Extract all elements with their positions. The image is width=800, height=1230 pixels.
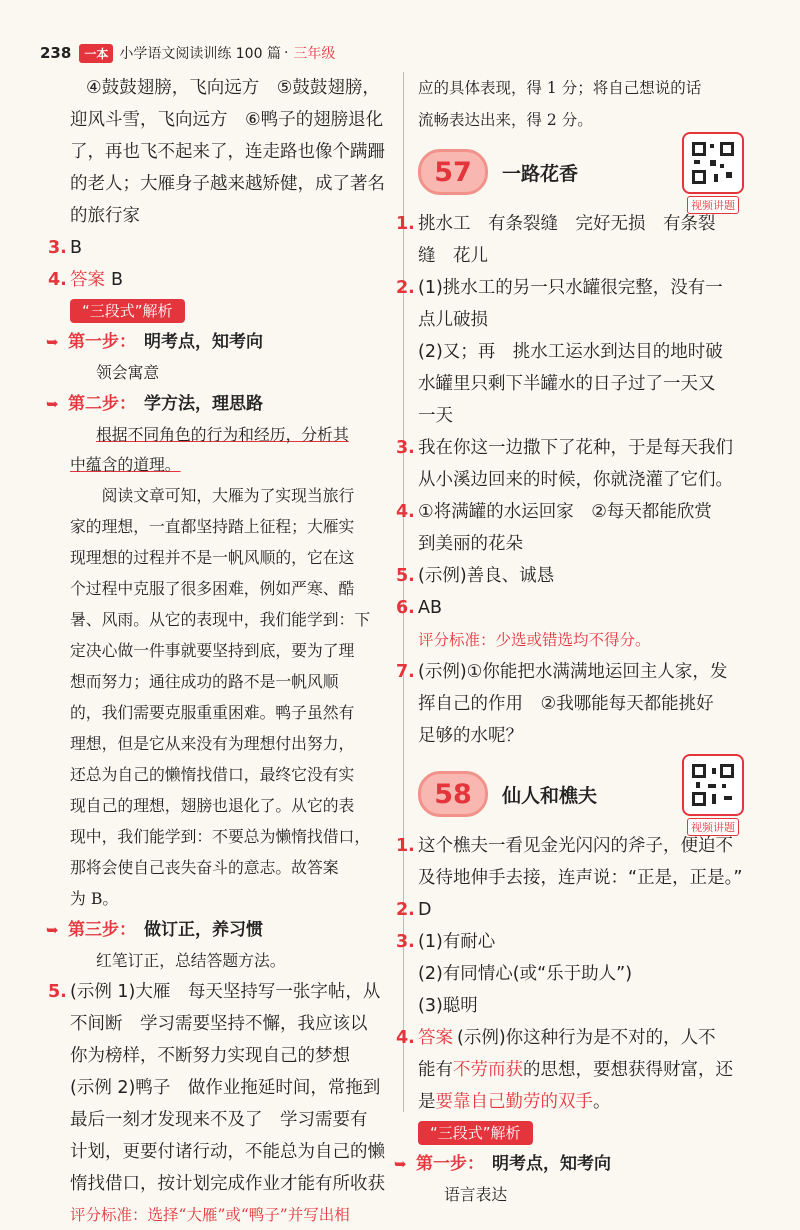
step-1-heading: ➥ 第一步： 明考点，知考向 — [394, 1148, 758, 1180]
qr-label: 视频讲题 — [687, 196, 739, 214]
explanation-line: 个过程中克服了很多困难，例如严寒、酷 — [70, 579, 355, 598]
answer-line: 点儿破损 — [418, 310, 488, 330]
step-2-method: 根据不同角色的行为和经历，分析其 — [96, 425, 349, 444]
answer-5-line: (示例 2)鸭子 做作业拖延时间，常拖到 — [70, 1078, 381, 1098]
step-1-content: 语言表达 — [444, 1185, 508, 1204]
explanation-line: 阅读文章可知，大雁为了实现当旅行 — [101, 486, 355, 505]
brand-logo: 一本 — [79, 44, 113, 63]
section-number: 57 — [418, 149, 488, 195]
answer-57-1: 1. 挑水工 有条裂缝 完好无损 有条裂 — [396, 214, 716, 234]
qr-code-icon — [682, 754, 744, 816]
answer-line: 从小溪边回来的时候，你就浇灌了它们。 — [418, 470, 733, 490]
qr-code[interactable] — [682, 754, 744, 836]
step-2-heading: ➥ 第二步： 学方法，理思路 — [46, 388, 388, 420]
answer-line: 是要靠自己勤劳的双手。 — [418, 1092, 611, 1112]
answer-57-5: 5. (示例)善良、诚恳 — [396, 566, 555, 586]
answer-line: 能有不劳而获的思想，要想获得财富，还 — [418, 1060, 733, 1080]
answer-3: 3. B — [48, 238, 83, 258]
answer-57-4: 4. ①将满罐的水运回家 ②每天都能欣赏 — [396, 502, 712, 522]
answer-line: (2)又；再 挑水工运水到达目的地时破 — [418, 342, 723, 362]
explanation-line: 的，我们需要克服重重困难。鸭子虽然有 — [70, 703, 355, 722]
book-title: 小学语文阅读训练 100 篇 — [119, 46, 281, 62]
explanation-line: 定决心做一件事就要坚持到底，要为了理 — [70, 641, 355, 660]
arrow-icon: ➥ — [46, 333, 59, 351]
step-1-content: 领会寓意 — [96, 363, 160, 382]
answer-58-3: 3. (1)有耐心 — [396, 932, 496, 952]
section-57-header — [418, 136, 758, 212]
answer-line: 挥自己的作用 ②我哪能每天都能挑好 — [418, 694, 714, 714]
section-number: 58 — [418, 771, 488, 817]
answer-line: (3)聪明 — [418, 996, 478, 1016]
answer-57-3: 3. 我在你这一边撒下了花种，于是每天我们 — [396, 438, 733, 458]
left-column — [46, 72, 388, 1230]
answer-line: 水罐里只剩下半罐水的日子过了一天又 — [418, 374, 716, 394]
right-column — [394, 72, 758, 1210]
highlight-text: 要靠自己勤劳的双手 — [435, 1092, 593, 1112]
explanation-line: 为 B。 — [70, 889, 119, 908]
answer-58-4: 4. 答案 (示例)你这种行为是不对的，人不 — [418, 1022, 758, 1054]
highlight-text: 不劳而获 — [453, 1060, 523, 1080]
explanation-line: 现中，我们能学到：不要总为懒惰找借口， — [70, 827, 371, 846]
answer-57-7: 7. (示例)①你能把水满满地运回主人家，发 — [396, 662, 728, 682]
page-header — [40, 40, 335, 66]
scoring-rubric: 评分标准：选择“大雁”或“鸭子”并写出相 — [70, 1206, 350, 1224]
answer-5: 5. (示例 1)大雁 每天坚持写一张字帖，从 — [48, 982, 381, 1002]
qr-code-icon — [682, 132, 744, 194]
continued-text: 的旅行家 — [70, 206, 140, 226]
step-3-heading: ➥ 第三步： 做订正，养习惯 — [46, 914, 388, 946]
answer-57-2: 2. (1)挑水工的另一只水罐很完整，没有一 — [396, 278, 723, 298]
analysis-badge: “三段式”解析 — [418, 1121, 533, 1145]
answer-57-6: 6. AB — [396, 598, 442, 618]
answer-58-2: 2. D — [396, 900, 432, 920]
explanation-line: 暑、风雨。从它的表现中，我们能学到：下 — [70, 610, 371, 629]
title-separator: · — [283, 45, 289, 61]
arrow-icon: ➥ — [46, 921, 59, 939]
arrow-icon: ➥ — [394, 1155, 407, 1173]
explanation-line: 还总为自己的懒惰找借口，最终它没有实 — [70, 765, 355, 784]
answer-line: 一天 — [418, 406, 453, 426]
qr-code[interactable] — [682, 132, 744, 214]
step-1-heading: ➥ 第一步： 明考点，知考向 — [46, 326, 388, 358]
qr-label: 视频讲题 — [687, 818, 739, 836]
scoring-rubric: 评分标准：少选或错选均不得分。 — [418, 631, 651, 649]
answer-4: 4. 答案 B — [70, 264, 388, 296]
answer-line: (2)有同情心(或“乐于助人”) — [418, 964, 633, 984]
answer-line: 及待地伸手去接，连声说：“正是，正是。” — [418, 868, 743, 888]
explanation-line: 那将会使自己丧失奋斗的意志。故答案 — [70, 858, 339, 877]
answer-5-line: 最后一刻才发现来不及了 学习需要有 — [70, 1110, 368, 1130]
answer-58-1: 1. 这个樵夫一看见金光闪闪的斧子，便迫不 — [396, 836, 733, 856]
answer-line: 缝 花儿 — [418, 246, 488, 266]
explanation-line: 现理想的过程并不是一帆风顺的，它在这 — [70, 548, 355, 567]
explanation-line: 想而努力；通往成功的路不是一帆风顺 — [70, 672, 339, 691]
explanation-line: 家的理想，一直都坚持踏上征程；大雁实 — [70, 517, 355, 536]
section-58-header — [418, 758, 758, 834]
continued-text: 的老人；大雁身子越来越矫健，成了著名 — [70, 174, 385, 194]
answer-label: 答案 — [70, 270, 105, 290]
answer-5-line: 惰找借口，按计划完成作业才能有所收获 — [70, 1174, 385, 1194]
continued-text: ④鼓鼓翅膀，飞向远方 ⑤鼓鼓翅膀， — [86, 78, 380, 98]
grade-label: 三年级 — [293, 46, 336, 62]
answer-5-line: 计划，更要付诸行动，不能总为自己的懒 — [70, 1142, 385, 1162]
answer-5-line: 不间断 学习需要坚持不懈，我应该以 — [70, 1014, 368, 1034]
scoring-rubric-cont: 应的具体表现，得 1 分；将自己想说的话 — [418, 79, 702, 97]
answer-label: 答案 — [418, 1028, 453, 1048]
step-2-method: 中蕴含的道理。 — [70, 455, 181, 474]
continued-text: 迎风斗雪，飞向远方 ⑥鸭子的翅膀退化 — [70, 110, 384, 130]
answer-line: 到美丽的花朵 — [418, 534, 523, 554]
continued-text: 了，再也飞不起来了，连走路也像个蹒跚 — [70, 142, 385, 162]
scoring-rubric-cont: 流畅表达出来，得 2 分。 — [418, 111, 593, 129]
explanation-line: 现自己的理想，翅膀也退化了。从它的表 — [70, 796, 355, 815]
section-title: 一路花香 — [502, 162, 579, 185]
analysis-badge: “三段式”解析 — [70, 299, 185, 323]
arrow-icon: ➥ — [46, 395, 59, 413]
step-3-content: 红笔订正，总结答题方法。 — [96, 951, 286, 970]
section-title: 仙人和樵夫 — [502, 784, 598, 807]
explanation-line: 理想，但是它从来没有为理想付出努力， — [70, 734, 355, 753]
page-number: 238 — [40, 44, 72, 62]
answer-5-line: 你为榜样，不断努力实现自己的梦想 — [70, 1046, 350, 1066]
answer-line: 足够的水呢？ — [418, 726, 523, 746]
